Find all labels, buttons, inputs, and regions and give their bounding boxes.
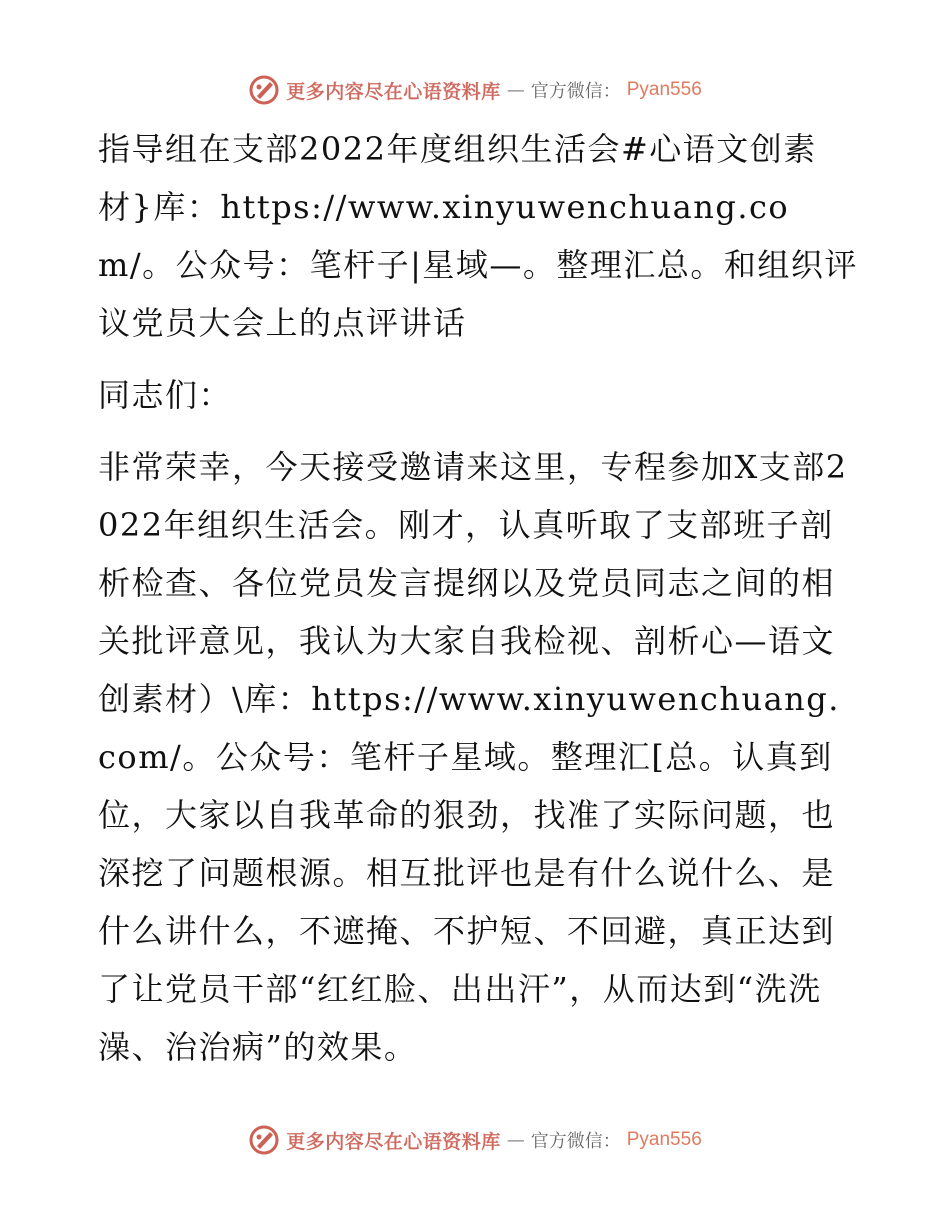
header-watermark — [0, 70, 950, 110]
paragraph-salutation: 同志们： — [98, 376, 233, 414]
brand-logo-icon — [248, 1124, 280, 1156]
paragraph-body: 非常荣幸，今天接受邀请来这里，专程参加X支部2022年组织生活会。刚才，认真听取了支部班子剖析检查、各位党员发言提纲以及党员同志之间的相关批评意见，我认为大家自我检视、剖析心—语文创素材）\库：https://www.xinyuwenchuang.com/。公众号：笔杆子星域。整理汇[总。认真到位，大家以自我革命的狠劲，找准了实际问题，也深挖了问题根源。相互批评也是有什么说什么、是什么讲什么，不遮掩、不护短、不回避，真正达到了让党员干部“红红脸、出出汗”，从而达到“洗洗澡、治治病”的效果。 — [98, 448, 848, 1066]
watermark-brand-text: 更多内容尽在心语资料库 — [286, 80, 501, 103]
watermark-wechat-label: 官方微信： — [530, 81, 621, 102]
brand-logo-icon — [248, 74, 280, 106]
document-body — [98, 120, 858, 1076]
watermark-brand-text: 更多内容尽在心语资料库 — [286, 1130, 501, 1153]
watermark-separator: — — [506, 1129, 525, 1151]
footer-watermark — [0, 1120, 950, 1160]
watermark-separator: — — [506, 79, 525, 101]
watermark-wechat-label: 官方微信： — [530, 1131, 621, 1152]
watermark-wechat-id: Pyan556 — [626, 1129, 702, 1150]
watermark-wechat-id: Pyan556 — [626, 79, 702, 100]
paragraph-title: 指导组在支部2022年度组织生活会#心语文创素材}库：https://www.xinyuwenchuang.com/。公众号：笔杆子|星域—。整理汇总。和组织评议党员大会上的点评讲话 — [98, 130, 858, 342]
